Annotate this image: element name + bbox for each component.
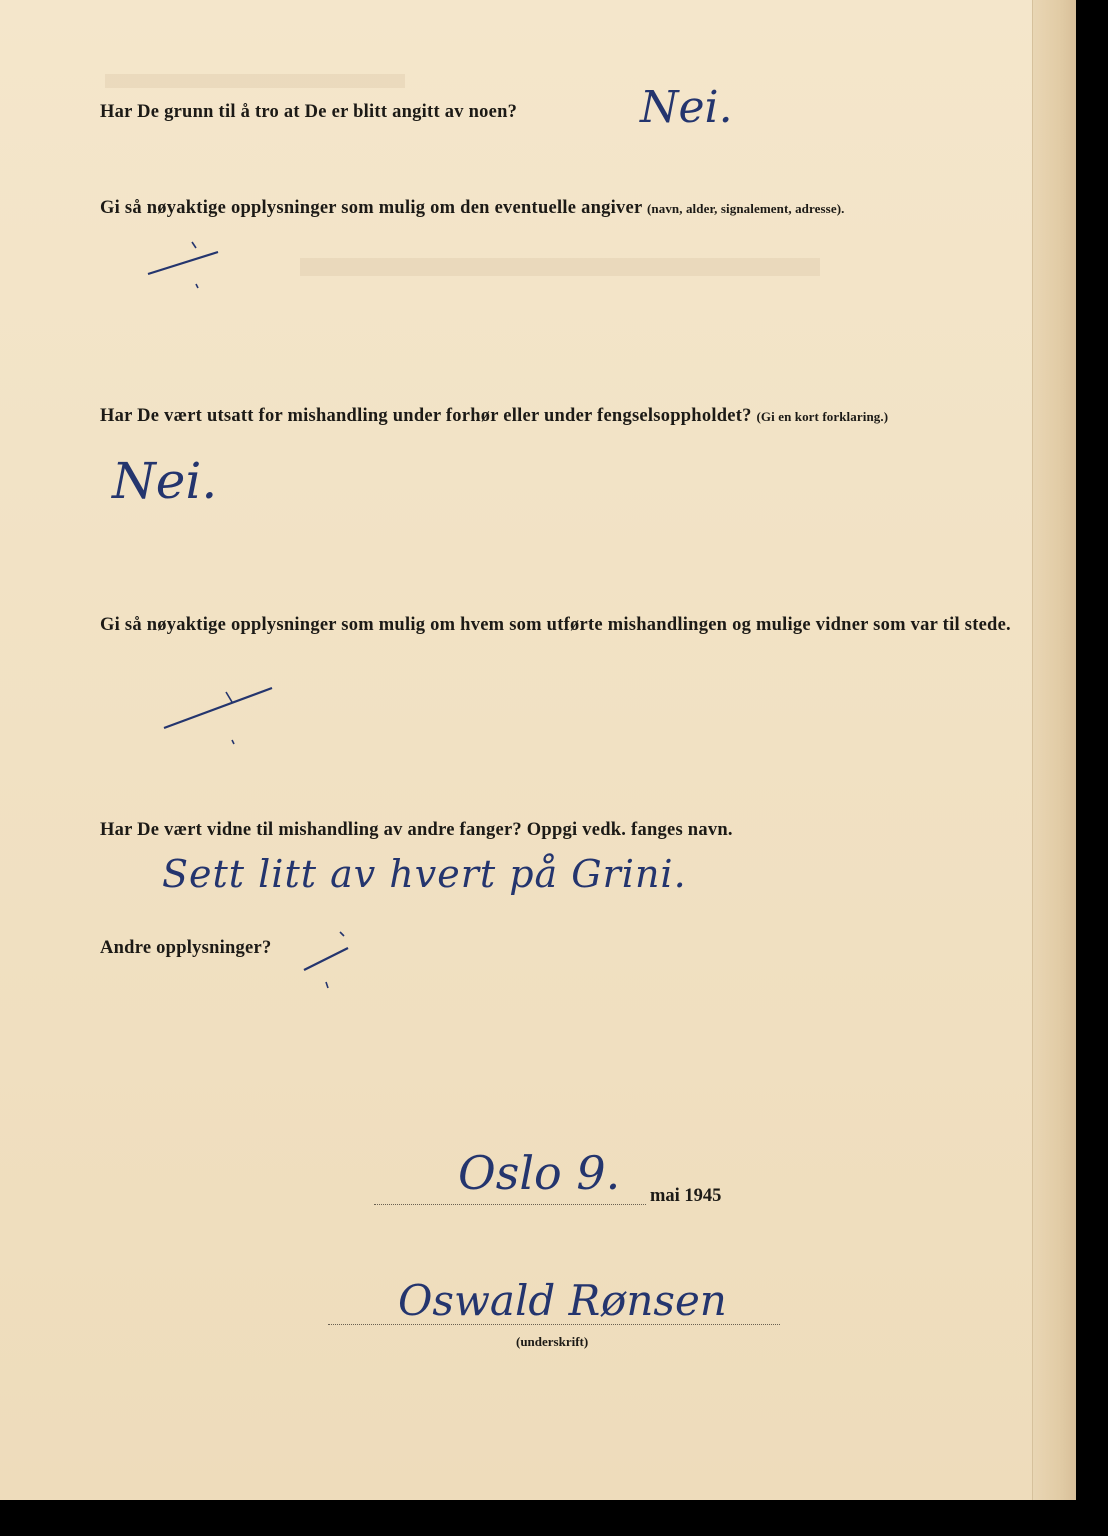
question-mishandling: Har De vært utsatt for mishandling under forhør eller under fengselsoppholdet? (Gi en kort forklaring.) xyxy=(100,406,889,426)
question-andre: Andre opplysninger? xyxy=(100,938,272,958)
blank-answer-dash-icon xyxy=(156,684,286,748)
question-angitt: Har De grunn til å tro at De er blitt angitt av noen? xyxy=(100,102,518,122)
blank-answer-dash-icon xyxy=(296,926,366,990)
signature-dotted-line xyxy=(328,1324,780,1325)
handwritten-signature: Oswald Rønsen xyxy=(398,1276,727,1325)
question-vidne: Har De vært vidne til mishandling av andre fanger? Oppgi vedk. fanges navn. xyxy=(100,820,733,840)
question-angiver: Gi så nøyaktige opplysninger som mulig om den eventuelle angiver (navn, alder, signalement, adresse). xyxy=(100,198,845,218)
blank-answer-dash-icon xyxy=(140,240,230,290)
answer-angitt: Nei. xyxy=(640,82,733,133)
signature-label: (underskrift) xyxy=(516,1334,589,1349)
answer-mishandling: Nei. xyxy=(112,452,218,510)
answer-vidne: Sett litt av hvert på Grini. xyxy=(162,852,687,896)
handwritten-place-date: Oslo 9. xyxy=(458,1146,621,1200)
paper-edge-strip xyxy=(1032,0,1076,1500)
bleed-through-mark xyxy=(300,258,820,276)
date-dotted-line xyxy=(374,1204,646,1205)
bleed-through-mark xyxy=(105,74,405,88)
question-utforte: Gi så nøyaktige opplysninger som mulig om hvem som utførte mishandlingen og mulige vidner som var til stede. xyxy=(100,615,1011,635)
printed-date: mai 1945 xyxy=(650,1186,722,1206)
